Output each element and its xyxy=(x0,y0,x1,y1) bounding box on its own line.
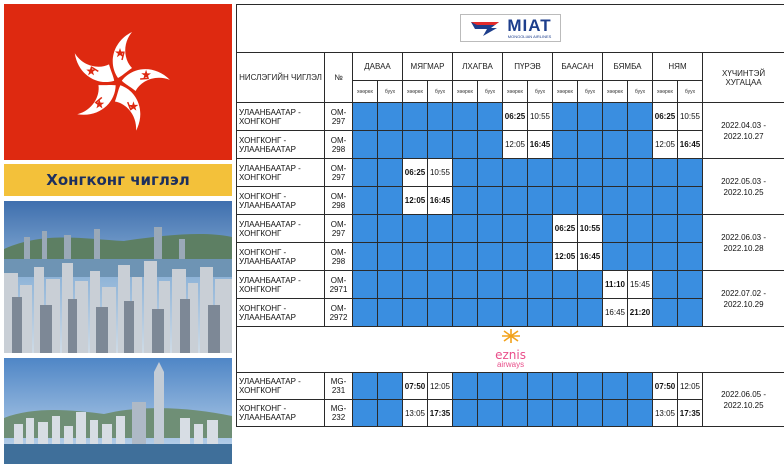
miat-bird-icon xyxy=(469,18,503,38)
flight-number-text: 232 xyxy=(331,413,346,422)
empty-day-cell xyxy=(378,131,403,159)
bauhinia-flower-icon xyxy=(4,4,232,160)
flight-time-cell: 12:05 xyxy=(428,373,453,400)
validity-period-cell xyxy=(703,215,784,271)
route-cell xyxy=(237,103,325,131)
empty-day-cell xyxy=(503,373,528,400)
empty-day-cell xyxy=(453,159,478,187)
flight-row xyxy=(237,159,784,187)
validity-period-text: 2022.10.25 xyxy=(723,400,764,410)
flight-number-text: MG- xyxy=(330,377,347,386)
miat-name: MIAT xyxy=(507,16,552,35)
validity-period-text: 2022.07.02 - xyxy=(721,288,767,298)
flight-time-cell: 21:20 xyxy=(628,299,653,327)
eznis-name: eznis xyxy=(495,347,526,362)
empty-day-cell xyxy=(353,400,378,427)
flight-number-text: OM- xyxy=(330,135,347,145)
hong-kong-flag xyxy=(4,4,232,160)
validity-period-cell xyxy=(703,271,784,327)
day-header: МЯГМАР xyxy=(403,53,453,81)
flight-time-cell: 10:55 xyxy=(678,103,703,131)
flight-time-cell: 07:50 xyxy=(403,373,428,400)
empty-day-cell xyxy=(478,159,503,187)
empty-day-cell xyxy=(628,187,653,215)
validity-period-text: 2022.10.28 xyxy=(723,243,764,253)
route-cell xyxy=(237,187,325,215)
empty-day-cell xyxy=(503,159,528,187)
route-text: ХОНГКОНГ xyxy=(239,284,282,294)
route-text: УЛААНБААТАР xyxy=(239,256,296,266)
empty-day-cell xyxy=(478,243,503,271)
flight-number-text: 2972 xyxy=(329,312,348,322)
empty-day-cell xyxy=(603,243,628,271)
flight-row xyxy=(237,131,784,159)
flight-number-cell xyxy=(325,373,353,400)
route-text: ХОНГКОНГ - xyxy=(239,404,287,413)
flight-time-cell: 17:35 xyxy=(678,400,703,427)
arrival-subheader: буух xyxy=(578,81,603,103)
flight-time-cell: 12:05 xyxy=(503,131,528,159)
empty-day-cell xyxy=(453,243,478,271)
flight-row xyxy=(237,373,784,400)
empty-day-cell xyxy=(653,271,678,299)
flight-row xyxy=(237,400,784,427)
empty-day-cell xyxy=(603,215,628,243)
route-text: УЛААНБААТАР - xyxy=(239,107,301,117)
empty-day-cell xyxy=(378,187,403,215)
flight-time-cell: 16:45 xyxy=(578,243,603,271)
empty-day-cell xyxy=(628,373,653,400)
empty-day-cell xyxy=(503,400,528,427)
empty-day-cell xyxy=(628,243,653,271)
empty-day-cell xyxy=(403,271,428,299)
empty-day-cell xyxy=(578,103,603,131)
victoria-harbour-photo xyxy=(4,358,232,464)
validity-period-text: 2022.04.03 - xyxy=(721,120,767,130)
empty-day-cell xyxy=(428,243,453,271)
departure-subheader: хөөрөх xyxy=(453,81,478,103)
empty-day-cell xyxy=(678,271,703,299)
flight-number-cell xyxy=(325,215,353,243)
empty-day-cell xyxy=(578,299,603,327)
flight-number-text: 297 xyxy=(331,228,346,238)
departure-subheader: хөөрөх xyxy=(653,81,678,103)
arrival-subheader: буух xyxy=(628,81,653,103)
day-header: БААСАН xyxy=(553,53,603,81)
flight-time-cell: 16:45 xyxy=(678,131,703,159)
flight-number-cell xyxy=(325,271,353,299)
flight-number-cell xyxy=(325,299,353,327)
flight-time-cell: 06:25 xyxy=(653,103,678,131)
validity-period-cell xyxy=(703,159,784,215)
flight-time-cell: 12:05 xyxy=(553,243,578,271)
route-text: УЛААНБААТАР - xyxy=(239,163,301,173)
empty-day-cell xyxy=(353,271,378,299)
empty-day-cell xyxy=(453,271,478,299)
flight-number-text: OM- xyxy=(330,191,347,201)
route-cell xyxy=(237,400,325,427)
empty-day-cell xyxy=(553,187,578,215)
empty-day-cell xyxy=(578,400,603,427)
empty-day-cell xyxy=(553,271,578,299)
arrival-subheader: буух xyxy=(428,81,453,103)
empty-day-cell xyxy=(478,103,503,131)
empty-day-cell xyxy=(528,299,553,327)
empty-day-cell xyxy=(478,215,503,243)
empty-day-cell xyxy=(553,103,578,131)
departure-subheader: хөөрөх xyxy=(503,81,528,103)
flight-number-text: MG- xyxy=(330,404,347,413)
empty-day-cell xyxy=(678,187,703,215)
route-text: ХОНГКОНГ xyxy=(239,386,282,395)
empty-day-cell xyxy=(378,400,403,427)
empty-day-cell xyxy=(478,271,503,299)
empty-day-cell xyxy=(478,400,503,427)
departure-subheader: хөөрөх xyxy=(553,81,578,103)
route-text: УЛААНБААТАР - xyxy=(239,219,301,229)
empty-day-cell xyxy=(403,131,428,159)
empty-day-cell xyxy=(603,400,628,427)
empty-day-cell xyxy=(528,373,553,400)
empty-day-cell xyxy=(478,299,503,327)
flight-number-text: OM- xyxy=(330,275,347,285)
flight-time-cell: 13:05 xyxy=(403,400,428,427)
schedule-table xyxy=(236,4,784,427)
empty-day-cell xyxy=(403,299,428,327)
miat-logo xyxy=(460,14,560,42)
empty-day-cell xyxy=(503,187,528,215)
banner-title: Хонгконг чиглэл xyxy=(46,171,190,189)
empty-day-cell xyxy=(353,187,378,215)
flight-time-cell: 16:45 xyxy=(603,299,628,327)
route-cell xyxy=(237,131,325,159)
flight-number-cell xyxy=(325,400,353,427)
flight-time-cell: 07:50 xyxy=(653,373,678,400)
day-header: ДАВАА xyxy=(353,53,403,81)
day-header: ПҮРЭВ xyxy=(503,53,553,81)
flight-time-cell: 11:10 xyxy=(603,271,628,299)
empty-day-cell xyxy=(378,243,403,271)
flight-number-cell xyxy=(325,187,353,215)
route-text: ХОНГКОНГ - xyxy=(239,135,287,145)
flight-number-text: OM- xyxy=(330,107,347,117)
empty-day-cell xyxy=(503,215,528,243)
empty-day-cell xyxy=(453,299,478,327)
flight-number-text: OM- xyxy=(330,303,347,313)
flight-number-cell xyxy=(325,103,353,131)
flight-time-cell: 10:55 xyxy=(528,103,553,131)
flight-time-cell: 16:45 xyxy=(528,131,553,159)
flight-number-cell xyxy=(325,131,353,159)
flight-time-cell: 06:25 xyxy=(403,159,428,187)
empty-day-cell xyxy=(653,215,678,243)
empty-day-cell xyxy=(653,159,678,187)
route-cell xyxy=(237,243,325,271)
empty-day-cell xyxy=(378,271,403,299)
arrival-subheader: буух xyxy=(478,81,503,103)
empty-day-cell xyxy=(628,159,653,187)
route-text: ХОНГКОНГ - xyxy=(239,303,287,313)
flight-time-cell: 10:55 xyxy=(428,159,453,187)
flight-time-cell: 12:05 xyxy=(678,373,703,400)
route-text: УЛААНБААТАР - xyxy=(239,275,301,285)
empty-day-cell xyxy=(353,243,378,271)
validity-period-text: 2022.06.03 - xyxy=(721,232,767,242)
empty-day-cell xyxy=(653,243,678,271)
empty-day-cell xyxy=(653,299,678,327)
day-header: ЛХАГВА xyxy=(453,53,503,81)
empty-day-cell xyxy=(428,103,453,131)
departure-subheader: хөөрөх xyxy=(353,81,378,103)
flight-number-text: 231 xyxy=(331,386,346,395)
flight-number-text: 298 xyxy=(331,144,346,154)
empty-day-cell xyxy=(578,373,603,400)
empty-day-cell xyxy=(578,187,603,215)
empty-day-cell xyxy=(628,215,653,243)
flight-number-text: 297 xyxy=(331,116,346,126)
empty-day-cell xyxy=(553,131,578,159)
day-header: НЯМ xyxy=(653,53,703,81)
empty-day-cell xyxy=(378,373,403,400)
arrival-subheader: буух xyxy=(678,81,703,103)
route-cell xyxy=(237,159,325,187)
flight-number-cell xyxy=(325,243,353,271)
empty-day-cell xyxy=(528,159,553,187)
empty-day-cell xyxy=(603,187,628,215)
empty-day-cell xyxy=(578,159,603,187)
flight-time-cell: 10:55 xyxy=(578,215,603,243)
empty-day-cell xyxy=(528,215,553,243)
route-text: ХОНГКОНГ - xyxy=(239,247,287,257)
empty-day-cell xyxy=(528,400,553,427)
flight-row xyxy=(237,299,784,327)
empty-day-cell xyxy=(353,159,378,187)
empty-day-cell xyxy=(478,131,503,159)
empty-day-cell xyxy=(453,215,478,243)
flight-number-text: OM- xyxy=(330,247,347,257)
flight-number-text: 298 xyxy=(331,256,346,266)
empty-day-cell xyxy=(553,373,578,400)
route-text: УЛААНБААТАР xyxy=(239,200,296,210)
empty-day-cell xyxy=(603,159,628,187)
day-header: БЯМБА xyxy=(603,53,653,81)
route-cell xyxy=(237,271,325,299)
empty-day-cell xyxy=(453,131,478,159)
empty-day-cell xyxy=(353,215,378,243)
empty-day-cell xyxy=(453,400,478,427)
arrival-subheader: буух xyxy=(378,81,403,103)
validity-period-text: 2022.10.25 xyxy=(723,187,764,197)
empty-day-cell xyxy=(453,187,478,215)
empty-day-cell xyxy=(678,159,703,187)
validity-period-text: 2022.06.05 - xyxy=(721,389,767,399)
route-text: УЛААНБААТАР - xyxy=(239,377,301,386)
empty-day-cell xyxy=(628,103,653,131)
empty-day-cell xyxy=(678,243,703,271)
flight-time-cell: 06:25 xyxy=(503,103,528,131)
empty-day-cell xyxy=(503,299,528,327)
empty-day-cell xyxy=(553,159,578,187)
empty-day-cell xyxy=(603,131,628,159)
empty-day-cell xyxy=(428,271,453,299)
flight-row xyxy=(237,103,784,131)
empty-day-cell xyxy=(603,373,628,400)
empty-day-cell xyxy=(378,103,403,131)
empty-day-cell xyxy=(503,271,528,299)
route-text: УЛААНБААТАР xyxy=(239,144,296,154)
empty-day-cell xyxy=(353,299,378,327)
flight-time-cell: 17:35 xyxy=(428,400,453,427)
validity-period-text: 2022.10.29 xyxy=(723,299,764,309)
empty-day-cell xyxy=(553,299,578,327)
flight-time-cell: 13:05 xyxy=(653,400,678,427)
empty-day-cell xyxy=(478,187,503,215)
empty-day-cell xyxy=(453,373,478,400)
empty-day-cell xyxy=(403,215,428,243)
empty-day-cell xyxy=(378,215,403,243)
route-text: ХОНГКОНГ xyxy=(239,228,282,238)
empty-day-cell xyxy=(353,103,378,131)
empty-day-cell xyxy=(353,373,378,400)
flight-row xyxy=(237,215,784,243)
flight-row xyxy=(237,187,784,215)
departure-subheader: хөөрөх xyxy=(403,81,428,103)
hong-kong-skyline-photo xyxy=(4,201,232,353)
empty-day-cell xyxy=(678,299,703,327)
flight-number-text: OM- xyxy=(330,163,347,173)
route-cell xyxy=(237,215,325,243)
validity-period-text: 2022.05.03 - xyxy=(721,176,767,186)
empty-day-cell xyxy=(528,187,553,215)
flight-row xyxy=(237,243,784,271)
eznis-star-icon xyxy=(500,328,522,344)
route-text: ХОНГКОНГ xyxy=(239,116,282,126)
empty-day-cell xyxy=(528,271,553,299)
flight-time-cell: 12:05 xyxy=(403,187,428,215)
empty-day-cell xyxy=(578,271,603,299)
flight-number-text: 2971 xyxy=(329,284,348,294)
empty-day-cell xyxy=(553,400,578,427)
empty-day-cell xyxy=(428,131,453,159)
empty-day-cell xyxy=(603,103,628,131)
flight-number-text: 297 xyxy=(331,172,346,182)
departure-subheader: хөөрөх xyxy=(603,81,628,103)
route-text: УЛААНБААТАР xyxy=(239,413,296,422)
flight-number-text: 298 xyxy=(331,200,346,210)
flight-timetable xyxy=(236,4,784,465)
empty-day-cell xyxy=(428,299,453,327)
empty-day-cell xyxy=(628,400,653,427)
empty-day-cell xyxy=(403,243,428,271)
empty-day-cell xyxy=(378,159,403,187)
empty-day-cell xyxy=(628,131,653,159)
route-cell xyxy=(237,299,325,327)
flight-time-cell: 06:25 xyxy=(553,215,578,243)
route-text: ХОНГКОНГ xyxy=(239,172,282,182)
route-text: УЛААНБААТАР xyxy=(239,312,296,322)
eznis-subtitle: airways xyxy=(496,359,525,369)
empty-day-cell xyxy=(428,215,453,243)
flight-time-cell: 12:05 xyxy=(653,131,678,159)
empty-day-cell xyxy=(403,103,428,131)
validity-period-text: 2022.10.27 xyxy=(723,131,764,141)
route-banner xyxy=(4,164,232,196)
empty-day-cell xyxy=(528,243,553,271)
eznis-logo-cell xyxy=(237,327,784,373)
flight-row xyxy=(237,271,784,299)
miat-subtitle: MONGOLIAN AIRLINES xyxy=(507,34,552,39)
route-cell xyxy=(237,373,325,400)
empty-day-cell xyxy=(678,215,703,243)
route-text: ХОНГКОНГ - xyxy=(239,191,287,201)
empty-day-cell xyxy=(353,131,378,159)
empty-day-cell xyxy=(478,373,503,400)
header-flight-no: № xyxy=(325,53,353,103)
empty-day-cell xyxy=(578,131,603,159)
flight-number-text: OM- xyxy=(330,219,347,229)
empty-day-cell xyxy=(653,187,678,215)
eznis-logo-row xyxy=(237,327,784,373)
validity-period-cell xyxy=(703,103,784,159)
header-route: НИСЛЭГИЙН ЧИГЛЭЛ xyxy=(237,53,325,103)
arrival-subheader: буух xyxy=(528,81,553,103)
flight-time-cell: 16:45 xyxy=(428,187,453,215)
eznis-logo xyxy=(495,328,526,369)
miat-logo-cell xyxy=(237,5,784,53)
empty-day-cell xyxy=(378,299,403,327)
flight-number-cell xyxy=(325,159,353,187)
flight-time-cell: 15:45 xyxy=(628,271,653,299)
empty-day-cell xyxy=(453,103,478,131)
validity-period-cell xyxy=(703,373,784,427)
header-period: ХҮЧИНТЭЙ ХУГАЦАА xyxy=(703,53,784,103)
empty-day-cell xyxy=(503,243,528,271)
